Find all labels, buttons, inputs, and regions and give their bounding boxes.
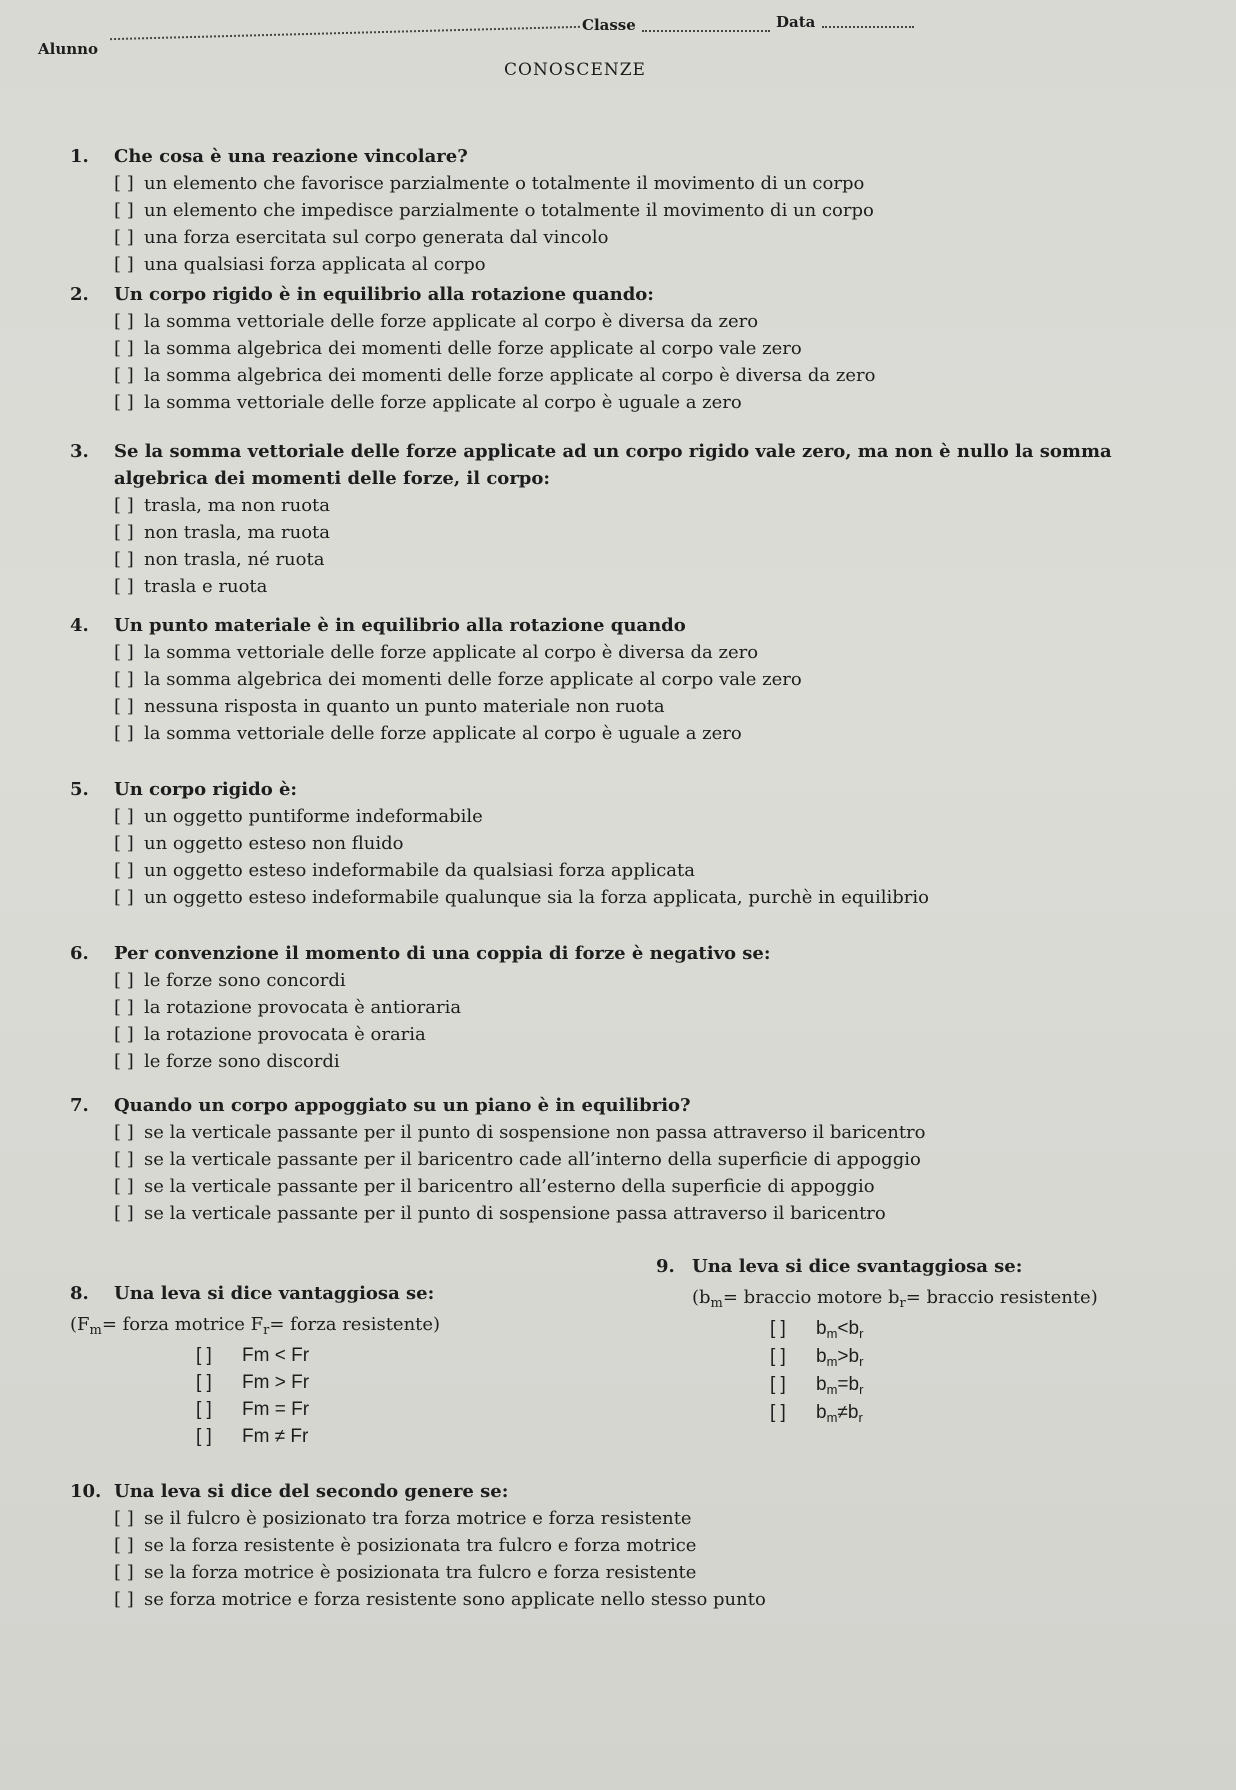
- answer-option[interactable]: [ ] la somma vettoriale delle forze applicate al corpo è uguale a zero: [114, 389, 875, 416]
- checkbox-icon[interactable]: [ ]: [114, 833, 134, 854]
- checkbox-icon[interactable]: [ ]: [770, 1402, 786, 1423]
- answer-option[interactable]: [ ] se il fulcro è posizionato tra forza motrice e forza resistente: [114, 1505, 766, 1532]
- question-text: Quando un corpo appoggiato su un piano è in equilibrio?: [114, 1095, 691, 1116]
- alunno-line[interactable]: [110, 26, 580, 40]
- answer-option[interactable]: [ ] se la verticale passante per il baricentro all’esterno della superficie di appoggio: [114, 1173, 926, 1200]
- question-text: Un corpo rigido è:: [114, 779, 298, 800]
- answer-option[interactable]: [ ] b m ≠ b r: [770, 1399, 1098, 1427]
- answer-option[interactable]: [ ] trasla e ruota: [114, 573, 1160, 600]
- data-line[interactable]: [822, 26, 914, 28]
- answer-option[interactable]: [ ] b m < b r: [770, 1315, 1098, 1343]
- checkbox-icon[interactable]: [ ]: [114, 1535, 134, 1556]
- question-text: Un corpo rigido è in equilibrio alla rotazione quando:: [114, 284, 654, 305]
- answer-option[interactable]: [ ] Fm ≠ Fr: [196, 1423, 440, 1450]
- checkbox-icon[interactable]: [ ]: [114, 723, 134, 744]
- classe-line[interactable]: [642, 30, 770, 32]
- checkbox-icon[interactable]: [ ]: [114, 392, 134, 413]
- answer-option[interactable]: [ ] la somma vettoriale delle forze applicate al corpo è diversa da zero: [114, 639, 802, 666]
- question-number: 1.: [70, 146, 89, 167]
- alunno-label: Alunno: [38, 40, 99, 58]
- checkbox-icon[interactable]: [ ]: [114, 338, 134, 359]
- answer-option[interactable]: [ ] se la verticale passante per il punto di sospensione passa attraverso il baricentro: [114, 1200, 926, 1227]
- question-number: 9.: [656, 1256, 675, 1277]
- answer-option[interactable]: [ ] trasla, ma non ruota: [114, 492, 1160, 519]
- checkbox-icon[interactable]: [ ]: [196, 1372, 212, 1393]
- checkbox-icon[interactable]: [ ]: [196, 1345, 212, 1366]
- answer-option[interactable]: [ ] la somma vettoriale delle forze applicate al corpo è diversa da zero: [114, 308, 875, 335]
- checkbox-icon[interactable]: [ ]: [114, 311, 134, 332]
- answer-option[interactable]: [ ] una qualsiasi forza applicata al corpo: [114, 251, 874, 278]
- question-number: 6.: [70, 943, 89, 964]
- checkbox-icon[interactable]: [ ]: [114, 642, 134, 663]
- checkbox-icon[interactable]: [ ]: [770, 1318, 786, 1339]
- checkbox-icon[interactable]: [ ]: [114, 669, 134, 690]
- answer-option[interactable]: [ ] la rotazione provocata è antioraria: [114, 994, 771, 1021]
- answer-option[interactable]: [ ] se la verticale passante per il baricentro cade all’interno della superficie di appoggio: [114, 1146, 926, 1173]
- answer-option[interactable]: [ ] un oggetto esteso indeformabile da qualsiasi forza applicata: [114, 857, 929, 884]
- checkbox-icon[interactable]: [ ]: [114, 1051, 134, 1072]
- answer-option[interactable]: [ ] se forza motrice e forza resistente sono applicate nello stesso punto: [114, 1586, 766, 1613]
- q9-legend: ($b_m=$ braccio motore $b_r=$ braccio resistente): [692, 1287, 1098, 1311]
- question-number: 5.: [70, 779, 89, 800]
- question-text: Una leva si dice vantaggiosa se:: [114, 1283, 435, 1304]
- question-1: [70, 143, 874, 278]
- question-text: Una leva si dice svantaggiosa se:: [692, 1256, 1023, 1277]
- answer-option[interactable]: [ ] non trasla, né ruota: [114, 546, 1160, 573]
- answer-option[interactable]: [ ] un elemento che favorisce parzialmente o totalmente il movimento di un corpo: [114, 170, 874, 197]
- answer-option[interactable]: [ ] se la verticale passante per il punto di sospensione non passa attraverso il baricentro: [114, 1119, 926, 1146]
- checkbox-icon[interactable]: [ ]: [114, 365, 134, 386]
- data-label: Data: [776, 13, 816, 31]
- checkbox-icon[interactable]: [ ]: [114, 1562, 134, 1583]
- question-2: [70, 281, 875, 416]
- checkbox-icon[interactable]: [ ]: [114, 970, 134, 991]
- checkbox-icon[interactable]: [ ]: [114, 549, 134, 570]
- checkbox-icon[interactable]: [ ]: [114, 1149, 134, 1170]
- answer-option[interactable]: [ ] b m = b r: [770, 1371, 1098, 1399]
- checkbox-icon[interactable]: [ ]: [114, 173, 134, 194]
- checkbox-icon[interactable]: [ ]: [114, 887, 134, 908]
- checkbox-icon[interactable]: [ ]: [114, 1203, 134, 1224]
- checkbox-icon[interactable]: [ ]: [114, 200, 134, 221]
- checkbox-icon[interactable]: [ ]: [196, 1426, 212, 1447]
- question-number: 10.: [70, 1481, 102, 1502]
- question-text: Che cosa è una reazione vincolare?: [114, 146, 468, 167]
- answer-option[interactable]: [ ] la somma algebrica dei momenti delle forze applicate al corpo vale zero: [114, 666, 802, 693]
- answer-option[interactable]: [ ] Fm < Fr: [196, 1342, 440, 1369]
- question-3: [70, 438, 1160, 600]
- answer-option[interactable]: [ ] Fm > Fr: [196, 1369, 440, 1396]
- checkbox-icon[interactable]: [ ]: [114, 860, 134, 881]
- checkbox-icon[interactable]: [ ]: [770, 1374, 786, 1395]
- answer-option[interactable]: [ ] una forza esercitata sul corpo generata dal vincolo: [114, 224, 874, 251]
- question-text: Per convenzione il momento di una coppia di forze è negativo se:: [114, 943, 771, 964]
- question-text: Se la somma vettoriale delle forze applicate ad un corpo rigido vale zero, ma non è nullo la somma algebrica dei momenti delle forze, il corpo:: [114, 441, 1112, 489]
- checkbox-icon[interactable]: [ ]: [114, 1024, 134, 1045]
- question-4: [70, 612, 802, 747]
- answer-option[interactable]: [ ] Fm = Fr: [196, 1396, 440, 1423]
- checkbox-icon[interactable]: [ ]: [114, 576, 134, 597]
- question-9: [656, 1253, 1098, 1427]
- question-text: Una leva si dice del secondo genere se:: [114, 1481, 509, 1502]
- question-7: [70, 1092, 926, 1227]
- q8-legend: ($F_m=$ forza motrice $F_r=$ forza resistente): [70, 1314, 441, 1338]
- answer-option[interactable]: [ ] un elemento che impedisce parzialmente o totalmente il movimento di un corpo: [114, 197, 874, 224]
- answer-option[interactable]: [ ] la somma algebrica dei momenti delle forze applicate al corpo vale zero: [114, 335, 875, 362]
- checkbox-icon[interactable]: [ ]: [114, 495, 134, 516]
- checkbox-icon[interactable]: [ ]: [114, 1508, 134, 1529]
- question-number: 3.: [70, 441, 89, 462]
- checkbox-icon[interactable]: [ ]: [196, 1399, 212, 1420]
- question-10: [70, 1478, 766, 1613]
- question-6: [70, 940, 771, 1075]
- question-number: 2.: [70, 284, 89, 305]
- checkbox-icon[interactable]: [ ]: [114, 1589, 134, 1610]
- answer-option[interactable]: [ ] se la forza motrice è posizionata tra fulcro e forza resistente: [114, 1559, 766, 1586]
- answer-option[interactable]: [ ] la rotazione provocata è oraria: [114, 1021, 771, 1048]
- classe-label: Classe: [582, 16, 636, 34]
- question-number: 7.: [70, 1095, 89, 1116]
- answer-option[interactable]: [ ] nessuna risposta in quanto un punto materiale non ruota: [114, 693, 802, 720]
- question-number: 8.: [70, 1283, 89, 1304]
- checkbox-icon[interactable]: [ ]: [114, 522, 134, 543]
- question-text: Un punto materiale è in equilibrio alla rotazione quando: [114, 615, 686, 636]
- answer-option[interactable]: [ ] la somma vettoriale delle forze applicate al corpo è uguale a zero: [114, 720, 802, 747]
- answer-option[interactable]: [ ] un oggetto esteso indeformabile qualunque sia la forza applicata, purchè in equilibrio: [114, 884, 929, 911]
- checkbox-icon[interactable]: [ ]: [114, 806, 134, 827]
- question-number: 4.: [70, 615, 89, 636]
- answer-option[interactable]: [ ] se la forza resistente è posizionata tra fulcro e forza motrice: [114, 1532, 766, 1559]
- checkbox-icon[interactable]: [ ]: [114, 1176, 134, 1197]
- page-title: CONOSCENZE: [504, 60, 646, 80]
- checkbox-icon[interactable]: [ ]: [114, 254, 134, 275]
- checkbox-icon[interactable]: [ ]: [114, 696, 134, 717]
- checkbox-icon[interactable]: [ ]: [114, 997, 134, 1018]
- answer-option[interactable]: [ ] la somma algebrica dei momenti delle forze applicate al corpo è diversa da zero: [114, 362, 875, 389]
- checkbox-icon[interactable]: [ ]: [114, 227, 134, 248]
- question-5: [70, 776, 929, 911]
- answer-option[interactable]: [ ] b m > b r: [770, 1343, 1098, 1371]
- answer-option[interactable]: [ ] le forze sono discordi: [114, 1048, 771, 1075]
- checkbox-icon[interactable]: [ ]: [770, 1346, 786, 1367]
- question-8: [70, 1280, 440, 1450]
- answer-option[interactable]: [ ] un oggetto esteso non fluido: [114, 830, 929, 857]
- answer-option[interactable]: [ ] un oggetto puntiforme indeformabile: [114, 803, 929, 830]
- answer-option[interactable]: [ ] le forze sono concordi: [114, 967, 771, 994]
- checkbox-icon[interactable]: [ ]: [114, 1122, 134, 1143]
- answer-option[interactable]: [ ] non trasla, ma ruota: [114, 519, 1160, 546]
